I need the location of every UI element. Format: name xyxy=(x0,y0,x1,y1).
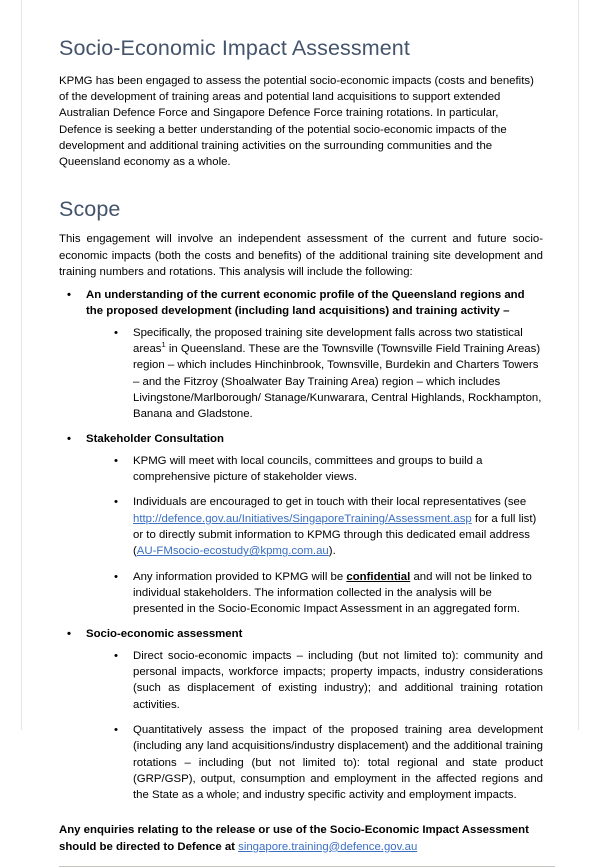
bullet-glyph-icon: • xyxy=(114,454,118,467)
bullet-glyph-icon: • xyxy=(114,723,118,736)
defence-training-email-link[interactable]: singapore.training@defence.gov.au xyxy=(238,840,418,853)
sub-item-text: Any information provided to KPMG will be xyxy=(133,570,347,583)
enquiries-footer-text: Any enquiries relating to the release or use of the Socio-Economic Impact Assessment should be directed to Defence at xyxy=(59,824,529,853)
confidential-emphasis: confidential xyxy=(346,570,411,583)
list-item xyxy=(111,494,543,559)
intro-paragraph: KPMG has been engaged to assess the potential socio-economic impacts (costs and benefits) of the development of training areas and potential land acquisitions to support extended Australian Defence Force and Singapore Defence Force training rotations. In particular, Defence is seeking a better understanding of the potential socio-economic impacts of the development and additional training activities on the surrounding communities and the Queensland economy as a whole. xyxy=(59,74,534,169)
sub-item-text: ). xyxy=(328,545,336,558)
scope-lead-paragraph: This engagement will involve an independent assessment of the current and future socio-economic impacts (both the costs and benefits) of the additional training site development and training numbers and rotations. This analysis will include the following: xyxy=(59,233,543,278)
sub-item-text: and will not be linked to individual stakeholders. The information collected in the analysis will be presented in the Socio-Economic Impact Assessment in an aggregated form. xyxy=(133,570,532,616)
section-heading-scope: Scope xyxy=(59,196,121,221)
bullet-glyph-icon: • xyxy=(67,628,71,641)
sub-bullet-list xyxy=(86,648,543,804)
list-item xyxy=(65,431,543,617)
bullet-glyph-icon: • xyxy=(67,433,71,446)
list-item xyxy=(111,722,543,803)
kpmg-email-link[interactable]: AU-FMsocio-ecostudy@kpmg.com.au xyxy=(136,545,329,558)
sub-item-text: Direct socio-economic impacts – including (but not limited to): community and personal impacts, workforce impacts; property impacts, industry considerations (such as displacement of existing industry); and additional training rotation activities. xyxy=(133,649,543,711)
bullet-glyph-icon: • xyxy=(114,649,118,662)
bullet-glyph-icon: • xyxy=(114,570,118,583)
list-item xyxy=(65,287,543,422)
sub-bullet-list xyxy=(86,325,543,423)
enquiries-footer xyxy=(59,822,543,855)
scope-bullet-list xyxy=(59,287,543,803)
list-item-label: Socio-economic assessment xyxy=(86,628,243,641)
list-item xyxy=(111,648,543,713)
list-item-label: Stakeholder Consultation xyxy=(86,433,224,446)
list-item xyxy=(111,453,543,486)
document-content xyxy=(59,36,543,867)
list-item-label: An understanding of the current economic profile of the Queensland regions and the proposed development (including land acquisitions) and training activity – xyxy=(86,289,525,318)
sub-item-text: for a full list) or to directly submit information to KPMG through this dedicated email address ( xyxy=(133,512,537,558)
sub-bullet-list xyxy=(86,453,543,618)
list-item xyxy=(111,325,543,423)
bullet-glyph-icon: • xyxy=(114,496,118,509)
sub-item-text-after-footnote: in Queensland. These are the Townsville (Townsville Field Training Areas) region – which includes Hinchinbrook, Townsville, Burdekin and Charters Towers – and the Fitzroy (Shoalwater Bay Training Area) region – which includes Livingstone/Marlborough/ Stanage/Kunwarara, Central Highlands, Rockhampton, Banana and Gladstone. xyxy=(133,343,542,421)
bullet-glyph-icon: • xyxy=(114,326,118,339)
bullet-glyph-icon: • xyxy=(67,289,71,302)
sub-item-text-before-footnote: Specifically, the proposed training site development falls across two statistical areas xyxy=(133,326,523,355)
list-item xyxy=(65,626,543,803)
sub-item-text: KPMG will meet with local councils, committees and groups to build a comprehensive picture of stakeholder views. xyxy=(133,454,483,484)
sub-item-text: Individuals are encouraged to get in touch with their local representatives (see xyxy=(133,496,527,509)
defence-assessment-link[interactable]: http://defence.gov.au/Initiatives/SingaporeTraining/Assessment.asp xyxy=(133,512,472,525)
footnote-marker: 1 xyxy=(161,340,166,350)
sub-item-text: Quantitatively assess the impact of the proposed training area development (including any land acquisitions/industry displacement) and the additional training rotations – including (but not limited to): total regional and state product (GRP/GSP), output, consumption and employment in the affected regions and the State as a whole; and industry specific activity and employment impacts. xyxy=(133,723,543,802)
list-item xyxy=(111,569,543,618)
page-title: Socio-Economic Impact Assessment xyxy=(59,36,410,60)
